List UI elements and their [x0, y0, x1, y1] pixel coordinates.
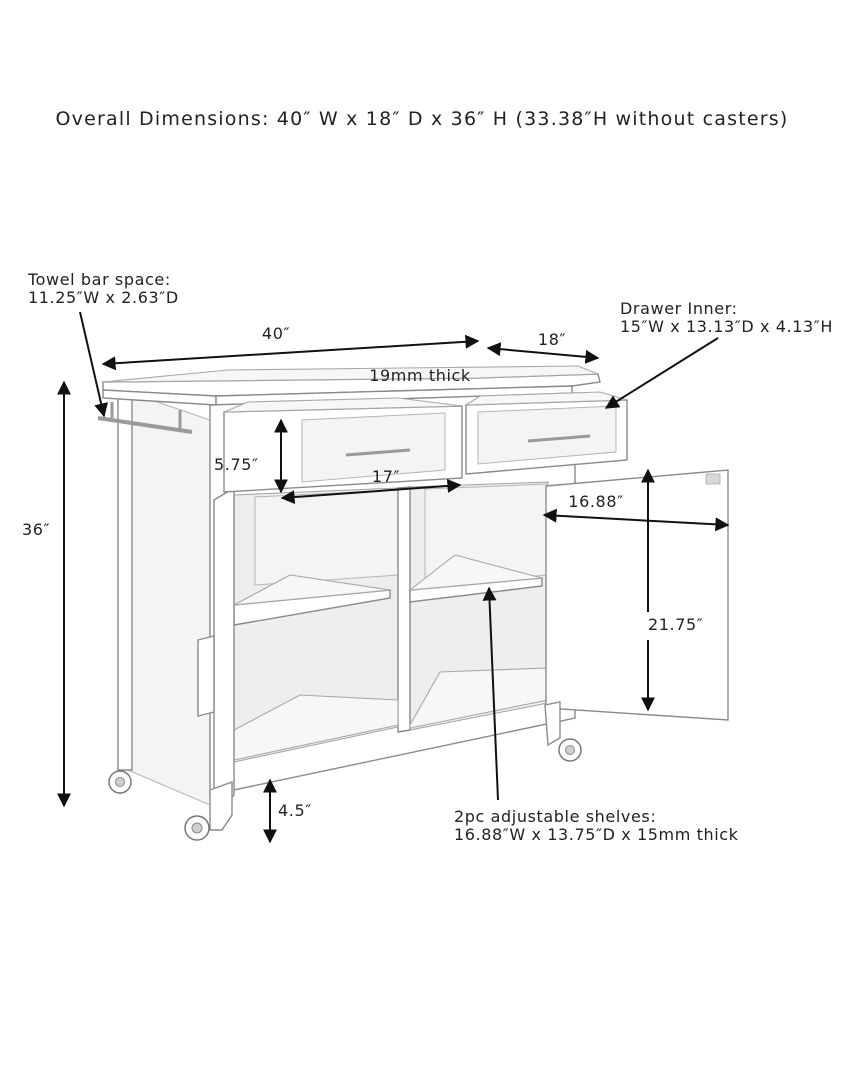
caster-front-left: [185, 816, 209, 840]
drawer-width-label: 17″: [371, 467, 401, 486]
shelves-label-line1: 2pc adjustable shelves:: [454, 807, 657, 826]
front-leg-right: [545, 702, 560, 745]
drawer-inner-label-line1: Drawer Inner:: [620, 299, 738, 318]
drawer-height-label: 5.75″: [214, 455, 259, 474]
left-door: [214, 488, 234, 815]
caster-front-right: [559, 739, 581, 761]
left-front-leg: [118, 392, 132, 770]
drawer-inner-pointer: [606, 338, 718, 408]
door-width-label: 16.88″: [568, 492, 624, 511]
caster-height-label: 4.5″: [278, 801, 312, 820]
door-height-label: 21.75″: [648, 615, 704, 634]
overall-dimensions-title: Overall Dimensions: 40″ W x 18″ D x 36″ H (33.38″H without casters): [55, 108, 789, 130]
towel-bar-label-line1: Towel bar space:: [28, 270, 171, 289]
front-leg-left: [210, 782, 232, 830]
depth-dimension-line: [488, 348, 598, 358]
height-label: 36″: [22, 520, 51, 539]
width-label: 40″: [261, 324, 291, 343]
shelves-label-line2: 16.88″W x 13.75″D x 15mm thick: [454, 825, 739, 844]
left-side-panel: [128, 392, 210, 805]
kitchen-cart-illustration: [98, 366, 728, 840]
width-dimension-line: [103, 341, 478, 364]
top-thickness-label: 19mm thick: [369, 366, 471, 385]
towel-bar-pointer: [80, 312, 104, 416]
center-divider: [398, 487, 410, 732]
caster-back-left: [109, 771, 131, 793]
left-door-handle: [198, 636, 214, 716]
drawer-inner-label-line2: 15″W x 13.13″D x 4.13″H: [620, 317, 833, 336]
towel-bar-label-line2: 11.25″W x 2.63″D: [28, 288, 179, 307]
depth-label: 18″: [537, 330, 567, 349]
